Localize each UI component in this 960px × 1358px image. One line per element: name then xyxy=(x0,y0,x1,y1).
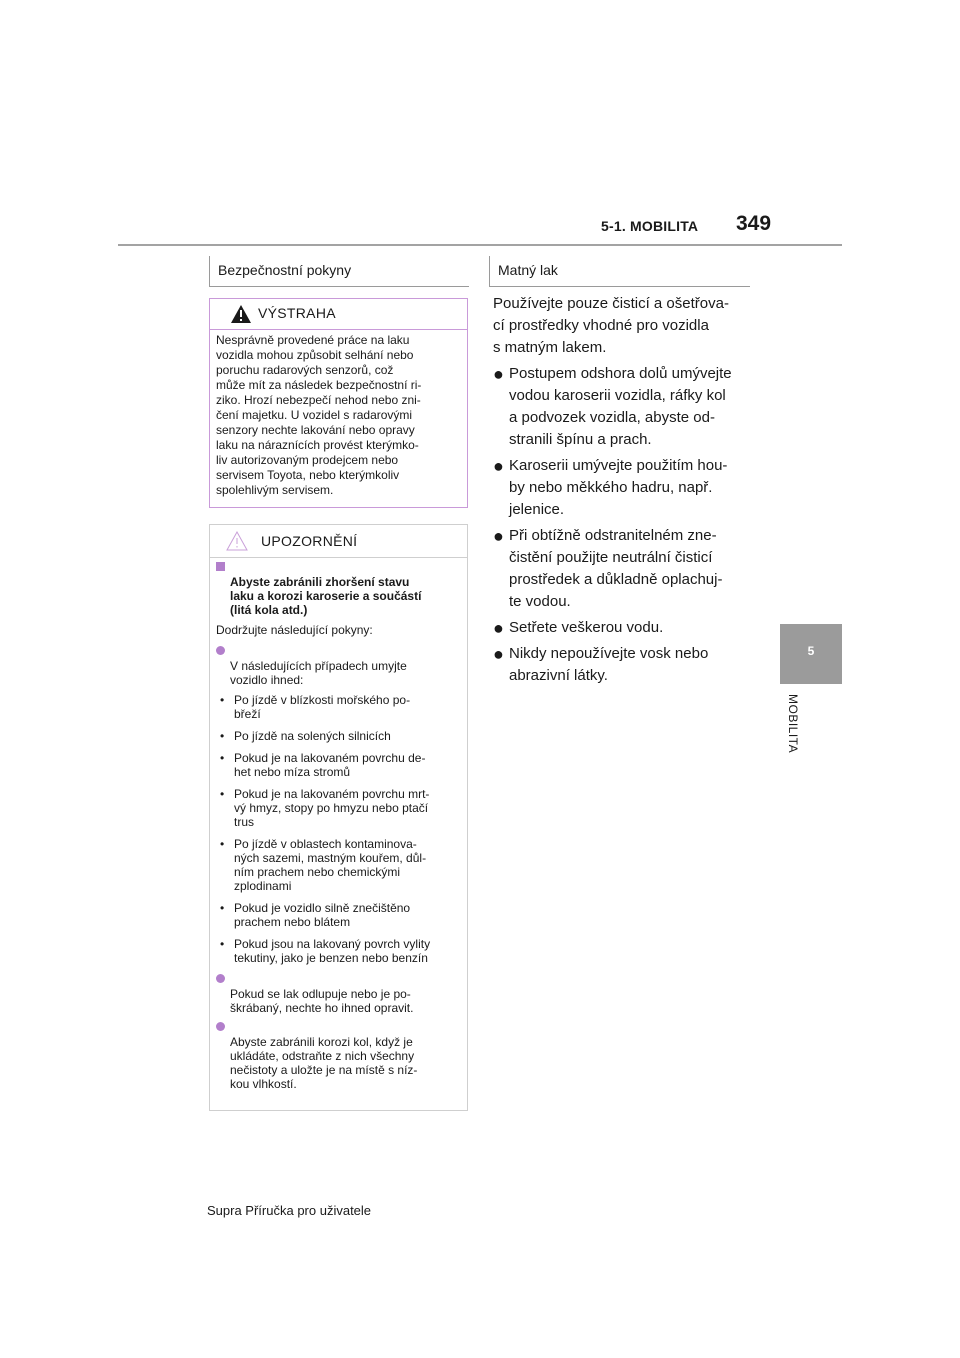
list-item: • Pokud je vozidlo silně znečištěno prachem nebo blátem xyxy=(220,901,411,929)
matte-intro: Používejte pouze čisticí a ošetřova- cí prostředky vhodné pro vozidla s matným lakem. xyxy=(493,295,729,356)
warning-title: VÝSTRAHA xyxy=(258,305,336,321)
left-section-heading: Bezpečnostní pokyny xyxy=(209,256,469,287)
footer-manual-title: Supra Příručka pro uživatele xyxy=(207,1203,372,1218)
circle-bullet-icon xyxy=(216,646,225,655)
list-item: ● Postupem odshora dolů umývejte vodou karoserii vozidla, ráfky kol a podvozek vozidla, abyste od- stranili špínu a prach. xyxy=(493,364,732,448)
circle-bullet-icon xyxy=(216,974,225,983)
header-divider xyxy=(118,244,842,246)
list-item: ● Při obtížně odstranitelném zne- čistění použijte neutrální čisticí prostředek a důkladně oplachuj- te vodou. xyxy=(493,526,723,610)
list-item: • Pokud je na lakovaném povrchu mrt- vý hmyz, stopy po hmyzu nebo ptačí trus xyxy=(220,787,430,829)
list-item: ● Karoserii umývejte použitím hou- by nebo měkkého hadru, např. jelenice. xyxy=(493,456,728,518)
right-section-heading: Matný lak xyxy=(489,256,750,287)
caution-intro: Dodržujte následující pokyny: xyxy=(216,623,373,637)
chapter-label: MOBILITA xyxy=(786,694,800,754)
caution-point-1: V následujících případech umyjte vozidlo ihned: xyxy=(216,645,461,687)
circle-bullet-icon xyxy=(216,1022,225,1031)
caution-triangle-icon xyxy=(226,531,248,551)
chapter-tab xyxy=(780,624,842,684)
list-item: • Pokud jsou na lakovaný povrch vylity tekutiny, jako je benzen nebo benzín xyxy=(220,937,431,965)
list-item: • Po jízdě na solených silnicích xyxy=(220,729,391,743)
warning-header xyxy=(210,299,467,330)
section-title: 5-1. MOBILITA xyxy=(601,218,699,234)
warning-text: Nesprávně provedené práce na laku vozidla mohou způsobit selhání nebo poruchu radarových senzorů, což může mít za následek bezpečnostní ri- ziko. Hrozí nebezpečí nehod nebo zni- čení majetku. U vozidel s radarovými senzory nechte lakování nebo opravy laku na náraznících provést kterýmko- liv autorizovaným prodejcem nebo servisem Toyota, nebo kterýmkoliv spolehlivým servisem. xyxy=(216,333,422,497)
caution-header xyxy=(210,525,467,558)
caution-point-3: Abyste zabránili korozi kol, když je ukládáte, odstraňte z nich všechny nečistoty a uložte je na místě s níz- kou vlhkostí. xyxy=(216,1021,461,1091)
chapter-number: 5 xyxy=(807,644,815,658)
page-number: 349 xyxy=(736,212,772,235)
caution-box xyxy=(209,524,468,1111)
list-item: • Po jízdě v blízkosti mořského po- břeží xyxy=(220,693,411,721)
list-item: • Po jízdě v oblastech kontaminova- ných sazemi, mastným kouřem, důl- ním prachem nebo chemickými zplodinami xyxy=(220,837,427,893)
list-item: • Pokud je na lakovaném povrchu de- het nebo míza stromů xyxy=(220,751,426,779)
list-item: ● Nikdy nepoužívejte vosk nebo abrazivní látky. xyxy=(493,644,709,684)
list-item: ● Setřete veškerou vodu. xyxy=(493,618,664,638)
matte-paint-content xyxy=(493,293,755,691)
warning-box xyxy=(209,298,468,508)
caution-point-2: Pokud se lak odlupuje nebo je po- škrábaný, nechte ho ihned opravit. xyxy=(216,973,461,1015)
caution-title: UPOZORNĚNÍ xyxy=(261,533,358,549)
warning-triangle-icon xyxy=(230,304,252,324)
square-bullet-icon xyxy=(216,562,225,571)
caution-section-title: Abyste zabránili zhoršení stavu laku a korozi karoserie a součástí (litá kola atd.) xyxy=(216,561,461,617)
